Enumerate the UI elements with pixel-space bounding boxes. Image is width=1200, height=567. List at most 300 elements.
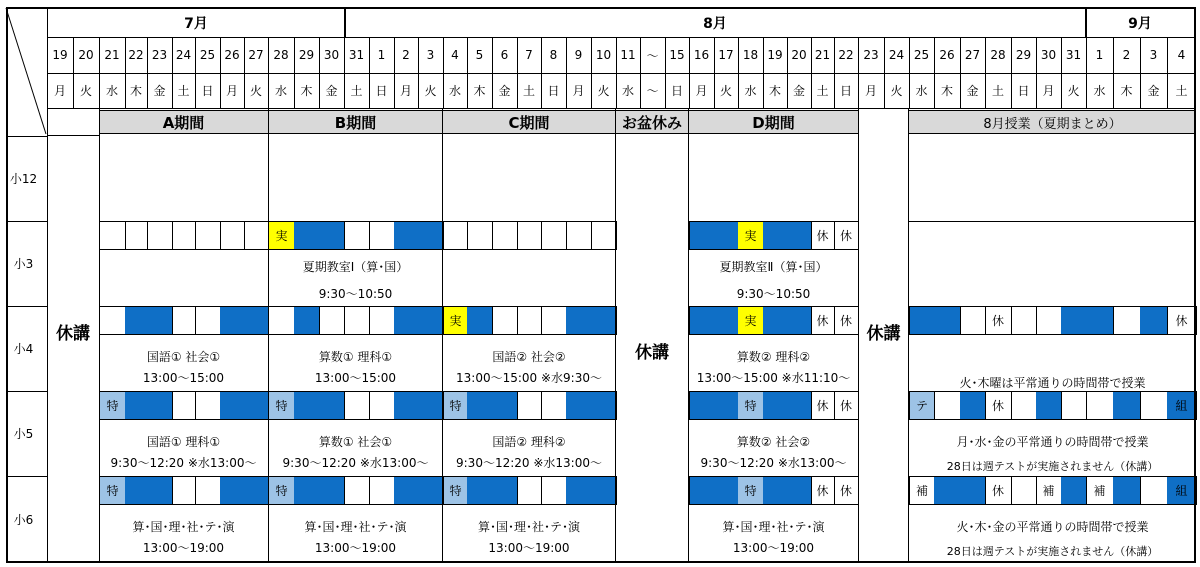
schedule-square xyxy=(566,221,592,250)
weekday-cell: 日 xyxy=(547,84,560,98)
mark-kyu: 休 xyxy=(985,476,1012,505)
day-cell: 19 xyxy=(52,48,68,62)
grid-line xyxy=(858,37,859,108)
grid-line xyxy=(147,37,148,108)
g6-august-note-2: 28日は週テストが実施されません（休講） xyxy=(946,545,1159,558)
mark-kyu: 休 xyxy=(811,306,835,335)
weekday-cell: 水 xyxy=(448,84,461,98)
schedule-square xyxy=(125,306,148,335)
month-july: 7月 xyxy=(184,15,208,32)
grid-line xyxy=(909,476,1196,477)
mark-ho: 補 xyxy=(909,476,935,505)
grid-line xyxy=(99,37,100,108)
grid-line xyxy=(6,221,47,222)
mark-te: テ xyxy=(909,391,935,420)
day-cell: 5 xyxy=(475,48,484,62)
schedule-square xyxy=(517,391,542,420)
schedule-square xyxy=(244,221,269,250)
g4-b-subjects: 算数① 理科① xyxy=(318,350,393,364)
day-cell: 31 xyxy=(348,48,365,62)
grid-line xyxy=(834,37,835,108)
grid-line xyxy=(369,37,370,108)
weekday-cell: 月 xyxy=(695,84,708,98)
schedule-square xyxy=(294,221,320,250)
schedule-square xyxy=(517,476,542,505)
grid-line xyxy=(858,108,859,562)
grid-line xyxy=(6,561,1196,563)
schedule-square xyxy=(220,391,245,420)
grid-line xyxy=(689,306,858,307)
schedule-square xyxy=(467,221,493,250)
grade-label-6: 小6 xyxy=(13,512,34,527)
schedule-square xyxy=(125,221,148,250)
schedule-square xyxy=(1061,306,1087,335)
schedule-square xyxy=(566,391,592,420)
mark-toku: 特 xyxy=(268,476,295,505)
grid-line xyxy=(763,37,764,108)
weekday-cell: 月 xyxy=(225,84,238,98)
mark-toku: 特 xyxy=(738,391,764,420)
grid-line xyxy=(541,37,542,108)
schedule-square xyxy=(591,476,617,505)
schedule-square xyxy=(1113,391,1141,420)
mark-ho: 補 xyxy=(1086,476,1114,505)
weekday-cell: 水 xyxy=(105,84,118,98)
schedule-square xyxy=(714,476,739,505)
schedule-square xyxy=(319,306,345,335)
schedule-square xyxy=(220,221,245,250)
weekday-cell: 土 xyxy=(1175,84,1188,98)
schedule-square xyxy=(934,306,961,335)
weekday-cell: 木 xyxy=(1120,84,1133,98)
schedule-square xyxy=(763,476,788,505)
schedule-square xyxy=(394,391,419,420)
schedule-square xyxy=(195,221,221,250)
day-cell: 18 xyxy=(742,48,759,62)
grid-line xyxy=(985,37,986,108)
schedule-square xyxy=(541,306,567,335)
day-cell: 31 xyxy=(1065,48,1082,62)
day-cell: 28 xyxy=(990,48,1006,62)
day-cell: 〜 xyxy=(646,48,659,63)
mark-jitsu: 実 xyxy=(738,221,764,250)
schedule-square xyxy=(125,476,148,505)
grid-line xyxy=(394,37,395,108)
g4-d-time: 13:00〜15:00 ※水11:10〜 xyxy=(696,371,851,385)
schedule-square xyxy=(147,391,173,420)
schedule-square xyxy=(1140,476,1168,505)
schedule-square xyxy=(960,391,986,420)
schedule-square xyxy=(714,221,739,250)
g6-b-time: 13:00〜19:00 xyxy=(314,541,397,555)
weekday-cell: 木 xyxy=(473,84,486,98)
grid-line xyxy=(73,37,74,108)
weekday-cell: 月 xyxy=(399,84,412,98)
schedule-square xyxy=(125,391,148,420)
grid-line xyxy=(688,108,689,562)
grid-line xyxy=(47,135,99,136)
weekday-cell: 月 xyxy=(864,84,877,98)
schedule-square xyxy=(172,476,196,505)
weekday-cell: 土 xyxy=(991,84,1004,98)
mark-kyu: 休 xyxy=(985,391,1012,420)
day-cell: 30 xyxy=(323,48,340,62)
schedule-square xyxy=(909,306,935,335)
grid-line xyxy=(443,221,615,222)
grid-line xyxy=(640,37,641,108)
mark-kyu: 休 xyxy=(834,476,859,505)
schedule-square xyxy=(344,391,370,420)
grid-line xyxy=(689,391,858,392)
g4-c-subjects: 国語② 社会② xyxy=(492,350,566,364)
schedule-square xyxy=(787,391,812,420)
schedule-square xyxy=(787,306,812,335)
day-cell: 1 xyxy=(377,48,386,62)
schedule-square xyxy=(147,306,173,335)
grade-label-4: 小4 xyxy=(13,342,34,356)
g4-a-subjects: 国語① 社会① xyxy=(146,350,221,364)
day-cell: 1 xyxy=(1095,48,1104,62)
schedule-square xyxy=(418,391,444,420)
g4-august-note: 火･木曜は平常通りの時間帯で授業 xyxy=(959,376,1146,390)
schedule-square xyxy=(319,221,345,250)
grid-line xyxy=(268,108,269,562)
g6-a-subjects: 算･国･理･社･テ･演 xyxy=(132,520,235,534)
mark-toku: 特 xyxy=(268,391,295,420)
schedule-square xyxy=(220,306,245,335)
grid-line xyxy=(418,37,419,108)
weekday-cell: 火 xyxy=(1067,84,1080,98)
grid-line xyxy=(47,7,48,563)
schedule-square xyxy=(147,476,173,505)
grid-line xyxy=(443,391,615,392)
schedule-square xyxy=(492,476,518,505)
schedule-square xyxy=(294,476,320,505)
weekday-cell: 月 xyxy=(53,84,66,98)
schedule-square xyxy=(294,306,320,335)
grid-line xyxy=(1194,7,1196,563)
schedule-square xyxy=(1011,476,1037,505)
grid-line xyxy=(960,37,961,108)
grid-line xyxy=(6,136,47,137)
schedule-square xyxy=(1140,391,1168,420)
schedule-square xyxy=(467,476,493,505)
grid-line xyxy=(125,37,126,108)
schedule-square xyxy=(541,221,567,250)
weekday-cell: 火 xyxy=(719,84,732,98)
weekday-cell: 水 xyxy=(744,84,757,98)
day-cell: 17 xyxy=(718,48,734,62)
grid-line xyxy=(244,37,245,108)
g5-d-time: 9:30〜12:20 ※水13:00〜 xyxy=(700,456,847,470)
grid-line xyxy=(665,37,666,108)
grid-line xyxy=(99,391,268,392)
day-cell: 23 xyxy=(863,48,879,62)
day-cell: 11 xyxy=(620,48,636,62)
grid-line xyxy=(344,37,345,108)
kyuko-obon: 休講 xyxy=(635,342,669,363)
mark-jitsu: 実 xyxy=(738,306,764,335)
grid-line xyxy=(714,37,715,108)
g6-b-subjects: 算･国･理･社･テ･演 xyxy=(304,520,407,534)
schedule-square xyxy=(319,391,345,420)
schedule-square xyxy=(294,391,320,420)
g4-a-time: 13:00〜15:00 xyxy=(142,371,225,385)
g6-d-subjects: 算･国･理･社･テ･演 xyxy=(722,520,825,534)
schedule-square xyxy=(172,221,196,250)
period-d: D期間 xyxy=(689,110,858,134)
grid-line xyxy=(909,37,910,108)
day-cell: 15 xyxy=(669,48,685,62)
schedule-square xyxy=(492,221,518,250)
mark-kyu: 休 xyxy=(811,391,835,420)
grid-line xyxy=(689,221,858,222)
schedule-square xyxy=(195,306,221,335)
day-cell: 20 xyxy=(78,48,94,62)
g5-c-subjects: 国語② 理科② xyxy=(492,435,566,449)
day-cell: 2 xyxy=(1122,48,1131,62)
grid-line xyxy=(908,108,909,562)
schedule-square xyxy=(1061,476,1087,505)
kyuko-right: 休講 xyxy=(866,323,901,344)
g5-d-subjects: 算数② 社会② xyxy=(736,435,811,449)
weekday-cell: 金 xyxy=(153,84,166,98)
schedule-square xyxy=(344,221,370,250)
schedule-square xyxy=(369,221,395,250)
g5-c-time: 9:30〜12:20 ※水13:00〜 xyxy=(456,456,602,470)
weekday-cell: 木 xyxy=(940,84,953,98)
weekday-cell: 木 xyxy=(129,84,142,98)
mark-kyu: 休 xyxy=(834,391,859,420)
schedule-square xyxy=(591,306,617,335)
day-cell: 19 xyxy=(767,48,783,62)
grid-line xyxy=(269,476,442,477)
grid-line xyxy=(884,37,885,108)
schedule-square xyxy=(369,476,395,505)
schedule-square xyxy=(1036,391,1062,420)
day-cell: 4 xyxy=(451,48,459,62)
weekday-cell: 水 xyxy=(274,84,287,98)
weekday-cell: 土 xyxy=(522,84,535,98)
grid-line xyxy=(6,7,8,563)
grid-line xyxy=(909,221,1196,222)
mark-jitsu: 実 xyxy=(268,221,295,250)
schedule-square xyxy=(369,306,395,335)
schedule-square xyxy=(1011,391,1037,420)
grid-line xyxy=(99,476,268,477)
schedule-square xyxy=(220,476,245,505)
g6-c-subjects: 算･国･理･社･テ･演 xyxy=(477,520,580,534)
g5-a-time: 9:30〜12:20 ※水13:00〜 xyxy=(110,456,257,470)
mark-kyu: 休 xyxy=(985,306,1012,335)
day-cell: 10 xyxy=(595,48,612,62)
schedule-square xyxy=(566,306,592,335)
grid-line xyxy=(1167,37,1168,108)
mark-kyu: 休 xyxy=(834,221,859,250)
schedule-square xyxy=(934,476,961,505)
grid-line xyxy=(467,37,468,108)
grid-line xyxy=(294,37,295,108)
grade-label-12: 小12 xyxy=(9,172,38,186)
schedule-square xyxy=(541,476,567,505)
schedule-square xyxy=(344,476,370,505)
grid-line xyxy=(689,37,690,108)
grid-line xyxy=(1113,37,1114,108)
weekday-cell: 日 xyxy=(839,84,852,98)
schedule-square xyxy=(763,391,788,420)
grid-line xyxy=(442,108,443,562)
weekday-cell: 日 xyxy=(1017,84,1030,98)
g4-d-subjects: 算数② 理科② xyxy=(736,350,811,364)
grid-line xyxy=(269,306,442,307)
schedule-square xyxy=(787,476,812,505)
weekday-cell: 火 xyxy=(79,84,92,98)
day-cell: 27 xyxy=(248,48,264,62)
weekday-cell: 水 xyxy=(621,84,634,98)
month-september: 9月 xyxy=(1128,15,1152,32)
schedule-square xyxy=(1086,391,1114,420)
mark-toku: 特 xyxy=(443,476,468,505)
schedule-square xyxy=(467,306,493,335)
weekday-cell: 火 xyxy=(890,84,903,98)
day-cell: 16 xyxy=(693,48,710,62)
weekday-cell: 金 xyxy=(966,84,979,98)
schedule-square xyxy=(1036,306,1062,335)
day-cell: 25 xyxy=(199,48,216,62)
weekday-cell: 金 xyxy=(792,84,805,98)
grid-line xyxy=(443,37,444,108)
schedule-square xyxy=(418,221,444,250)
grid-line xyxy=(1061,37,1062,108)
schedule-square xyxy=(492,306,518,335)
grid-line xyxy=(517,37,518,108)
grid-line xyxy=(566,37,567,108)
grid-line xyxy=(269,391,442,392)
grid-line xyxy=(811,37,812,108)
mark-toku: 特 xyxy=(443,391,468,420)
grid-line xyxy=(6,7,1196,9)
weekday-cell: 日 xyxy=(375,84,388,98)
schedule-square xyxy=(1140,306,1168,335)
grade-label-5: 小5 xyxy=(13,427,34,441)
period-august-classes: 8月授業（夏期まとめ） xyxy=(909,110,1196,134)
month-august: 8月 xyxy=(703,15,727,32)
schedule-square xyxy=(714,306,739,335)
day-cell: 24 xyxy=(888,48,905,62)
schedule-square xyxy=(566,476,592,505)
schedule-square xyxy=(960,476,986,505)
g5-b-subjects: 算数① 社会① xyxy=(318,435,393,449)
day-cell: 3 xyxy=(426,48,435,62)
weekday-cell: 〜 xyxy=(646,84,659,98)
weekday-cell: 水 xyxy=(915,84,928,98)
weekday-cell: 火 xyxy=(249,84,262,98)
weekday-cell: 土 xyxy=(350,84,363,98)
grid-line xyxy=(615,108,616,562)
grid-line xyxy=(319,37,320,108)
grid-line xyxy=(1140,37,1141,108)
schedule-square xyxy=(787,221,812,250)
day-cell: 26 xyxy=(939,48,955,62)
day-cell: 28 xyxy=(273,48,289,62)
day-cell: 25 xyxy=(913,48,930,62)
grid-line xyxy=(220,37,221,108)
schedule-square xyxy=(268,306,295,335)
g5-august-note-2: 28日は週テストが実施されません（休講） xyxy=(946,460,1159,473)
g6-d-time: 13:00〜19:00 xyxy=(732,541,815,555)
weekday-cell: 木 xyxy=(300,84,313,98)
day-cell: 9 xyxy=(574,48,583,62)
schedule-square xyxy=(1061,391,1087,420)
g4-b-time: 13:00〜15:00 xyxy=(314,371,397,385)
grid-line xyxy=(99,306,268,307)
grid-line xyxy=(909,306,1196,307)
grid-line xyxy=(99,221,268,222)
schedule-square xyxy=(960,306,986,335)
g5-b-time: 9:30〜12:20 ※水13:00〜 xyxy=(282,456,429,470)
weekday-cell: 木 xyxy=(768,84,781,98)
g3-d-time: 9:30〜10:50 xyxy=(736,287,811,301)
mark-kumi: 組 xyxy=(1167,391,1197,420)
day-cell: 21 xyxy=(104,48,120,62)
schedule-square xyxy=(714,391,739,420)
g5-a-subjects: 国語① 理科① xyxy=(146,435,221,449)
weekday-cell: 日 xyxy=(670,84,683,98)
weekday-cell: 土 xyxy=(177,84,190,98)
schedule-square xyxy=(591,391,617,420)
grid-line xyxy=(172,37,173,108)
schedule-square xyxy=(763,221,788,250)
mark-jitsu: 実 xyxy=(443,306,468,335)
grid-line xyxy=(443,306,615,307)
mark-kumi: 組 xyxy=(1167,476,1197,505)
day-cell: 2 xyxy=(402,48,410,62)
weekday-cell: 金 xyxy=(325,84,338,98)
schedule-square xyxy=(244,476,269,505)
g6-august-note-1: 火･木･金の平常通りの時間帯で授業 xyxy=(956,520,1149,534)
day-cell: 26 xyxy=(224,48,240,62)
schedule-square xyxy=(689,391,715,420)
mark-toku: 特 xyxy=(99,476,126,505)
weekday-cell: 火 xyxy=(424,84,437,98)
g5-august-note-1: 月･水･金の平常通りの時間帯で授業 xyxy=(956,435,1149,449)
day-cell: 23 xyxy=(151,48,168,62)
schedule-square xyxy=(195,476,221,505)
day-cell: 3 xyxy=(1149,48,1158,62)
day-cell: 8 xyxy=(549,48,558,62)
mark-kyu: 休 xyxy=(811,476,835,505)
schedule-square xyxy=(394,221,419,250)
grid-line xyxy=(1085,7,1087,37)
schedule-square xyxy=(394,476,419,505)
schedule-square xyxy=(319,476,345,505)
period-c: C期間 xyxy=(443,110,615,134)
schedule-square xyxy=(517,221,542,250)
schedule-square xyxy=(344,306,370,335)
day-cell: 30 xyxy=(1040,48,1057,62)
grid-line xyxy=(909,391,1196,392)
grid-line xyxy=(47,108,1196,109)
kyuko-left: 休講 xyxy=(56,323,90,344)
schedule-square xyxy=(689,476,715,505)
grid-line xyxy=(6,391,47,392)
schedule-square xyxy=(244,306,269,335)
schedule-square xyxy=(369,391,395,420)
schedule-square xyxy=(689,221,715,250)
weekday-cell: 金 xyxy=(498,84,511,98)
day-cell: 22 xyxy=(838,48,854,62)
day-cell: 6 xyxy=(500,48,509,62)
